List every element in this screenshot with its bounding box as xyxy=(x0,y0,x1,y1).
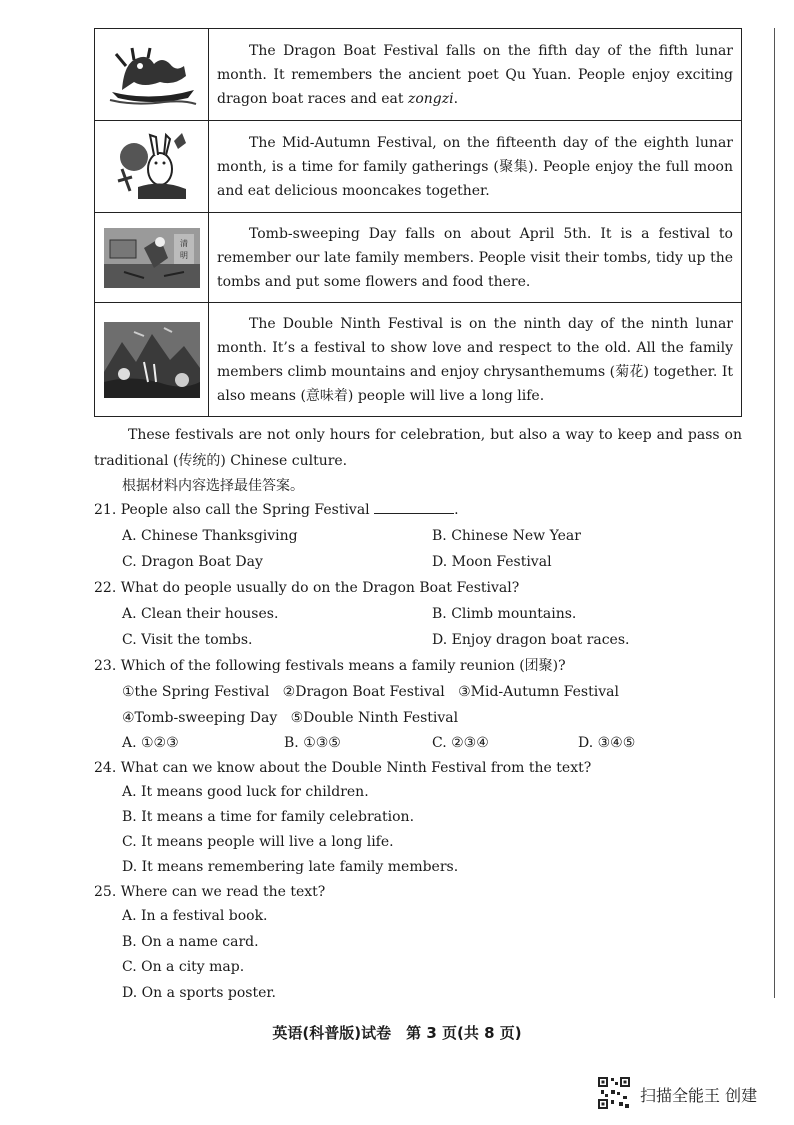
festival-description xyxy=(209,29,742,121)
option-b: B. ①③⑤ xyxy=(284,735,341,751)
svg-text:清: 清 xyxy=(179,238,188,248)
option-c: C. Visit the tombs. xyxy=(122,632,253,648)
festival-text: The Dragon Boat Festival falls on the fifth day of the fifth lunar month. It remembers the ancient poet Qu Yuan. People enjoy exciting dragon boat races and eat xyxy=(217,42,733,107)
dragon-boat-icon xyxy=(104,42,200,108)
instruction: 根据材料内容选择最佳答案。 xyxy=(122,478,304,494)
question-23: 23. Which of the following festivals means a family reunion (团聚)? xyxy=(94,658,566,674)
festival-text-end: . xyxy=(453,90,459,107)
question-24: 24. What can we know about the Double Ninth Festival from the text? xyxy=(94,760,592,776)
festival-picture-cell xyxy=(95,213,209,303)
zongzi-italic: zongzi xyxy=(407,90,454,107)
question-21 xyxy=(94,500,459,520)
option-d: D. Moon Festival xyxy=(432,554,552,570)
festival-choices-line-1: ①the Spring Festival ②Dragon Boat Festival ③Mid-Autumn Festival xyxy=(122,684,619,700)
festival-row xyxy=(95,121,742,213)
festival-table xyxy=(94,28,742,417)
festival-picture-cell xyxy=(95,29,209,121)
festival-text: Tomb-sweeping Day falls on about April 5th. It is a festival to remember our late family members. People visit their tombs, tidy up the tombs and put some flowers and food there. xyxy=(217,225,733,290)
option-a: A. Clean their houses. xyxy=(122,606,279,622)
option-a: A. Chinese Thanksgiving xyxy=(122,528,298,544)
option-c: C. ②③④ xyxy=(432,735,489,751)
question-22: 22. What do people usually do on the Dragon Boat Festival? xyxy=(94,580,520,596)
festival-row xyxy=(95,213,742,303)
moon-rabbit-icon xyxy=(112,129,192,205)
option-a: A. In a festival book. xyxy=(122,908,268,924)
stem-end: . xyxy=(454,502,459,518)
option-b: B. Climb mountains. xyxy=(432,606,577,622)
tomb-sweeping-icon xyxy=(104,228,200,288)
question-stem: 21. People also call the Spring Festival xyxy=(94,502,370,518)
option-a: A. ①②③ xyxy=(122,735,179,751)
scan-edge-line xyxy=(774,28,775,998)
option-d: D. It means remembering late family members. xyxy=(122,859,459,875)
option-d: D. On a sports poster. xyxy=(122,985,276,1001)
option-c: C. It means people will live a long life. xyxy=(122,834,394,850)
festival-text: The Mid-Autumn Festival, on the fifteenth day of the eighth lunar month, is a time for family gatherings (聚集). People enjoy the full moon and eat delicious mooncakes together. xyxy=(217,134,733,199)
festival-description xyxy=(209,121,742,213)
festival-row xyxy=(95,29,742,121)
option-d: D. ③④⑤ xyxy=(578,735,636,751)
festival-choices-line-2: ④Tomb-sweeping Day ⑤Double Ninth Festival xyxy=(122,710,459,726)
festival-description xyxy=(209,213,742,303)
option-b: B. Chinese New Year xyxy=(432,528,581,544)
page-footer: 英语(科普版)试卷 第 3 页(共 8 页) xyxy=(272,1024,522,1042)
option-c: C. Dragon Boat Day xyxy=(122,554,263,570)
festival-text: The Double Ninth Festival is on the ninth day of the ninth lunar month. It’s a festival to show love and respect to the old. All the family members climb mountains and enjoy chrysanthemums (菊花) together. It also means (意味着) people will live a long life. xyxy=(217,315,733,404)
qr-code-icon xyxy=(597,1076,631,1110)
festival-description xyxy=(209,303,742,417)
option-b: B. It means a time for family celebration. xyxy=(122,809,415,825)
festival-row xyxy=(95,303,742,417)
option-a: A. It means good luck for children. xyxy=(122,784,369,800)
option-d: D. Enjoy dragon boat races. xyxy=(432,632,630,648)
watermark-text: 扫描全能王 创建 xyxy=(640,1086,758,1105)
closing-paragraph: These festivals are not only hours for celebration, but also a way to keep and pass on traditional (传统的) Chinese culture. xyxy=(94,427,742,469)
mountain-climbing-icon xyxy=(104,322,200,398)
option-b: B. On a name card. xyxy=(122,934,259,950)
option-c: C. On a city map. xyxy=(122,959,245,975)
festival-picture-cell xyxy=(95,303,209,417)
question-25: 25. Where can we read the text? xyxy=(94,884,326,900)
answer-blank xyxy=(374,500,454,514)
svg-text:明: 明 xyxy=(179,250,188,260)
festival-picture-cell xyxy=(95,121,209,213)
